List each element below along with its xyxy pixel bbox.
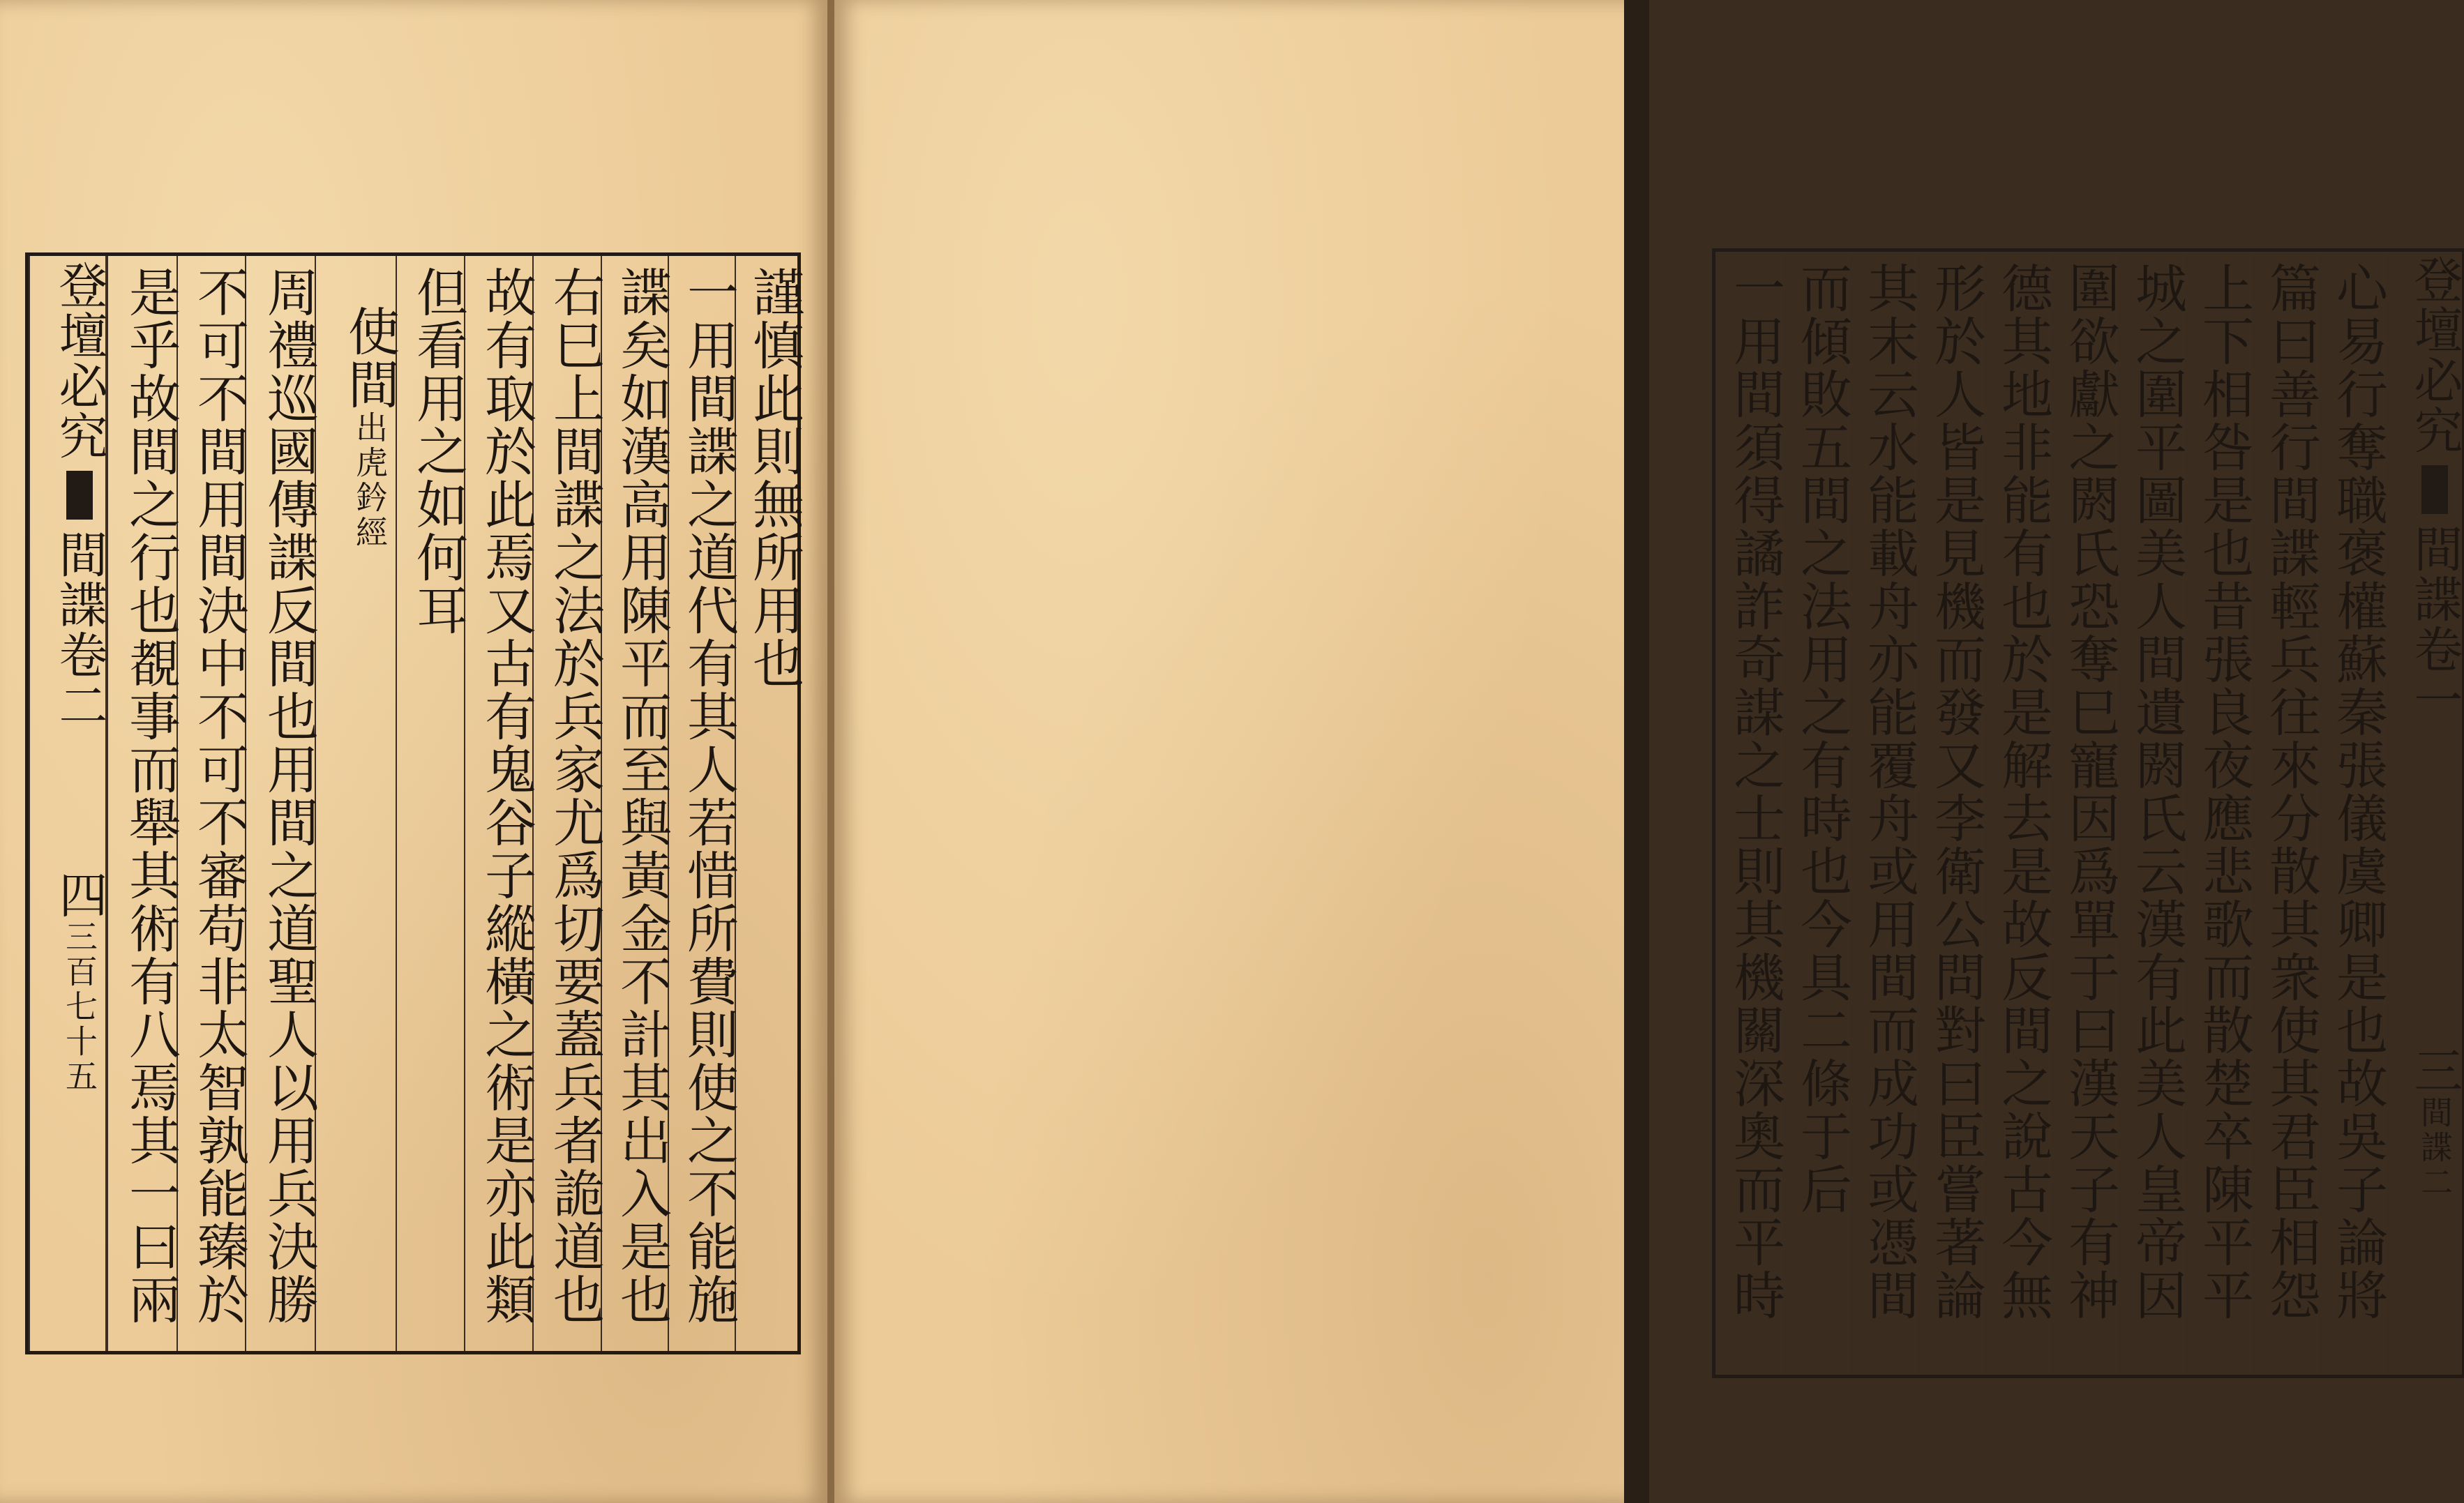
text-column: 但看用之如何耳 [396, 256, 464, 1351]
left-page-frame [25, 252, 804, 1354]
text-column: 一用間諜之道代有其人若惜所費則使之不能施 [668, 256, 735, 1351]
text-column: 而傾敗五間之法用之有時也今具二條于后 [1781, 252, 1848, 1375]
book-title: 登壇必究 [51, 260, 108, 461]
binding-gutter [827, 0, 834, 1503]
text-column: 諜矣如漢高用陳平而至與黃金不計其出入是也 [601, 256, 668, 1351]
page-edge [1624, 0, 1649, 1503]
text-column: 不可不間用間決中不可不審苟非太智孰能臻於 [176, 256, 245, 1351]
text-column: 形於人皆是見機而發又李衛公問對曰臣嘗著論 [1915, 252, 1982, 1375]
section-heading-column [315, 256, 400, 1351]
text-column: 是乎故間之行也覩事而舉其術有八焉其一曰兩 [107, 256, 176, 1351]
sub-label: 間諜二 [2416, 1096, 2454, 1200]
text-column: 心易行奪職褒權蘇秦張儀虞卿是也故吳子論將 [2317, 252, 2384, 1375]
folio-number: 三 [2406, 1045, 2463, 1096]
section-heading: 使間 [340, 305, 400, 411]
text-column: 城之圍平圖美人間遺閼氏云漢有此美人皇帝因 [2116, 252, 2183, 1375]
left-page [0, 0, 827, 1503]
text-column: 其末云水能載舟亦能覆舟或用間而成功或憑間 [1848, 252, 1915, 1375]
fishtail-mark [66, 471, 93, 520]
right-page [834, 0, 2463, 1503]
folio-number: 四 [51, 870, 108, 920]
text-column: 一用間須得譎詐奇謀之士則其機關深奧而平時 [1725, 262, 1785, 1322]
source-note: 出虎鈐經 [351, 411, 389, 550]
text-column: 故有取於此焉又古有鬼谷子縱橫之術是亦此類 [464, 256, 532, 1351]
margin-band [2384, 252, 2462, 1375]
text-column: 右巳上間諜之法於兵家尤爲切要蓋兵者詭道也 [532, 256, 601, 1351]
section-label: 間諜卷二 [51, 529, 108, 730]
fishtail-mark [2421, 465, 2448, 514]
text-column: 周禮巡國傳諜反間也用間之道聖人以用兵決勝 [245, 256, 315, 1351]
margin-band [29, 256, 107, 1351]
text-column: 謹慎此則無所用也 [735, 256, 800, 1351]
page-count: 三百七十五 [61, 920, 98, 1094]
text-column: 德其地非能有也於是解去是故反間之說古今無 [1982, 252, 2049, 1375]
text-column: 篇曰善行間諜輕兵往來分散其衆使其君臣相怨 [2250, 252, 2317, 1375]
right-page-frame [1712, 248, 2464, 1378]
section-label: 間諜卷一 [2406, 524, 2463, 725]
book-title: 登壇必究 [2406, 255, 2463, 455]
text-column: 圍欲獻之閼氏恐奪巳寵因爲單于曰漢天子有神 [2049, 252, 2116, 1375]
text-column: 上下相咎是也昔張良夜應悲歌而散楚卒陳平平 [2183, 252, 2250, 1375]
